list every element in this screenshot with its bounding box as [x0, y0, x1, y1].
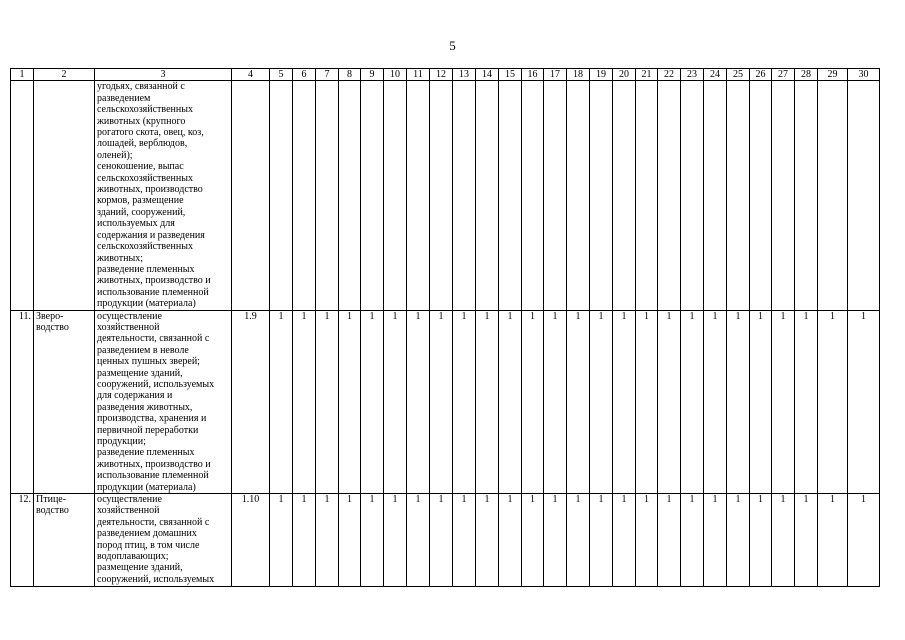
- zone-value: [316, 81, 339, 310]
- table-row: [11, 310, 880, 494]
- column-header: 7: [316, 69, 339, 81]
- zone-value: 1: [384, 310, 407, 494]
- zone-value: 1: [727, 494, 750, 587]
- description-line: животных (крупного: [97, 115, 186, 127]
- zone-value: [361, 81, 384, 310]
- table-row: [11, 81, 880, 310]
- description-line: сооружений, используемых: [97, 378, 215, 390]
- column-header: 9: [361, 69, 384, 81]
- zone-value: 1: [407, 494, 430, 587]
- activity-name-line: [36, 81, 92, 92]
- column-header: 27: [772, 69, 795, 81]
- zone-value: 1: [476, 494, 499, 587]
- zone-value: [795, 81, 818, 310]
- zone-value: 1: [704, 494, 727, 587]
- zone-value: 1: [727, 310, 750, 494]
- zone-value: 1: [316, 310, 339, 494]
- column-header: 26: [750, 69, 772, 81]
- zone-value: 1: [453, 310, 476, 494]
- description-line: содержания и разведения: [97, 229, 205, 241]
- description-line: продукции (материала): [97, 298, 196, 310]
- description-line: производства, хранения и: [97, 413, 207, 425]
- zone-value: 1: [430, 310, 453, 494]
- description-line: продукции (материала): [97, 481, 196, 493]
- description-line: животных, производство и: [97, 275, 211, 287]
- description-line: лошадей, верблюдов,: [97, 138, 188, 150]
- column-header: 19: [590, 69, 613, 81]
- column-header: 8: [339, 69, 361, 81]
- description-line: животных;: [97, 252, 144, 264]
- zone-value: 1: [848, 494, 880, 587]
- zone-value: [384, 81, 407, 310]
- activity-name-line: Зверо-: [36, 310, 64, 322]
- column-header: 17: [544, 69, 567, 81]
- activity-name-line: [36, 93, 92, 104]
- description-line: сельскохозяйственных: [97, 172, 193, 184]
- zone-value: [499, 81, 522, 310]
- column-header: 5: [270, 69, 293, 81]
- description-line: животных, производство и: [97, 458, 211, 470]
- activity-code: 1.9: [232, 310, 270, 494]
- description-line: ценных пушных зверей;: [97, 356, 200, 368]
- zone-value: [658, 81, 681, 310]
- row-number: 11.: [11, 310, 34, 494]
- zone-value: 1: [453, 494, 476, 587]
- description-line: размещение зданий,: [97, 562, 183, 574]
- description-line: деятельности, связанной с: [97, 516, 210, 528]
- zone-value: [772, 81, 795, 310]
- description-line: рогатого скота, овец, коз,: [97, 127, 204, 139]
- description-line: разведением в неволе: [97, 344, 189, 356]
- zone-value: [430, 81, 453, 310]
- zone-value: 1: [795, 494, 818, 587]
- activity-code: 1.10: [232, 494, 270, 587]
- description-line: используемых для: [97, 218, 175, 230]
- column-header: 22: [658, 69, 681, 81]
- zone-value: 1: [658, 310, 681, 494]
- zone-value: 1: [316, 494, 339, 587]
- column-header: 12: [430, 69, 453, 81]
- zone-value: 1: [613, 494, 636, 587]
- zone-value: [339, 81, 361, 310]
- zone-value: 1: [750, 494, 772, 587]
- activity-description: [95, 494, 232, 587]
- description-line: кормов, размещение: [97, 195, 184, 207]
- description-line: использование племенной: [97, 286, 209, 298]
- zone-value: 1: [613, 310, 636, 494]
- zone-value: [613, 81, 636, 310]
- description-line: оленей);: [97, 149, 133, 161]
- zone-value: 1: [590, 310, 613, 494]
- zone-value: 1: [339, 310, 361, 494]
- zone-value: [590, 81, 613, 310]
- description-line: хозяйственной: [97, 505, 160, 517]
- zone-value: [681, 81, 704, 310]
- zone-value: 1: [818, 494, 848, 587]
- activity-name: [34, 494, 95, 587]
- zone-value: 1: [522, 310, 544, 494]
- zone-value: 1: [361, 494, 384, 587]
- zone-value: [848, 81, 880, 310]
- description-line: разведением: [97, 92, 151, 104]
- column-header: 20: [613, 69, 636, 81]
- activity-description: [95, 81, 232, 310]
- description-line: сельскохозяйственных: [97, 104, 193, 116]
- column-header: 29: [818, 69, 848, 81]
- zone-value: 1: [499, 494, 522, 587]
- zone-value: 1: [293, 494, 316, 587]
- zone-value: [727, 81, 750, 310]
- description-line: сенокошение, выпас: [97, 161, 184, 173]
- description-line: первичной переработки: [97, 424, 199, 436]
- zone-value: [453, 81, 476, 310]
- column-header: 6: [293, 69, 316, 81]
- description-line: животных, производство: [97, 184, 203, 196]
- zone-value: 1: [636, 494, 658, 587]
- description-line: размещение зданий,: [97, 367, 183, 379]
- zone-value: [293, 81, 316, 310]
- zone-value: 1: [270, 310, 293, 494]
- zone-value: 1: [544, 494, 567, 587]
- zone-value: 1: [293, 310, 316, 494]
- zone-value: 1: [658, 494, 681, 587]
- zone-value: 1: [430, 494, 453, 587]
- column-header: 28: [795, 69, 818, 81]
- zone-value: [270, 81, 293, 310]
- zone-value: 1: [750, 310, 772, 494]
- zone-value: [476, 81, 499, 310]
- description-line: сооружений, используемых: [97, 573, 215, 585]
- description-line: разведением домашних: [97, 528, 197, 540]
- row-number: 12.: [11, 494, 34, 587]
- zone-value: [522, 81, 544, 310]
- zone-value: 1: [544, 310, 567, 494]
- column-header: 4: [232, 69, 270, 81]
- zone-value: 1: [567, 310, 590, 494]
- description-line: осуществление: [97, 494, 162, 506]
- row-number: [11, 81, 34, 310]
- description-line: деятельности, связанной с: [97, 333, 210, 345]
- zone-value: 1: [772, 494, 795, 587]
- column-header: 16: [522, 69, 544, 81]
- description-line: продукции;: [97, 436, 146, 447]
- description-line: разведение племенных: [97, 263, 195, 275]
- column-header: 15: [499, 69, 522, 81]
- column-header: 30: [848, 69, 880, 81]
- description-line: разведение племенных: [97, 447, 195, 459]
- activity-description: [95, 310, 232, 494]
- activity-name: [34, 81, 95, 310]
- column-header: 11: [407, 69, 430, 81]
- zone-value: 1: [636, 310, 658, 494]
- activity-name-line: Птице-: [36, 494, 67, 506]
- description-line: зданий, сооружений,: [97, 206, 186, 218]
- column-header: 24: [704, 69, 727, 81]
- zone-value: 1: [270, 494, 293, 587]
- description-line: угодьях, связанной с: [97, 81, 185, 93]
- zone-value: [407, 81, 430, 310]
- column-header: 18: [567, 69, 590, 81]
- description-line: хозяйственной: [97, 321, 160, 333]
- zone-value: 1: [407, 310, 430, 494]
- column-header: 14: [476, 69, 499, 81]
- zone-value: [567, 81, 590, 310]
- description-line: разведения животных,: [97, 401, 193, 413]
- table-row: [11, 494, 880, 587]
- description-line: использование племенной: [97, 470, 209, 482]
- zone-value: 1: [476, 310, 499, 494]
- zone-value: 1: [818, 310, 848, 494]
- description-line: водоплавающих;: [97, 551, 169, 563]
- zone-value: 1: [704, 310, 727, 494]
- description-line: для содержания и: [97, 390, 173, 402]
- activity-name-line: водство: [36, 505, 69, 517]
- column-header: 25: [727, 69, 750, 81]
- zone-value: [750, 81, 772, 310]
- zone-value: 1: [681, 494, 704, 587]
- zone-value: [818, 81, 848, 310]
- zone-value: 1: [361, 310, 384, 494]
- zone-value: 1: [681, 310, 704, 494]
- zone-value: 1: [795, 310, 818, 494]
- page-number: 5: [449, 38, 456, 53]
- column-header: 10: [384, 69, 407, 81]
- zoning-table: [10, 68, 880, 587]
- header-row: [11, 69, 880, 81]
- zone-value: [636, 81, 658, 310]
- description-line: сельскохозяйственных: [97, 241, 193, 253]
- zone-value: [544, 81, 567, 310]
- zone-value: 1: [384, 494, 407, 587]
- column-header: 2: [34, 69, 95, 81]
- column-header: 3: [95, 69, 232, 81]
- zone-value: [704, 81, 727, 310]
- zone-value: 1: [499, 310, 522, 494]
- activity-name: [34, 310, 95, 494]
- activity-code: [232, 81, 270, 310]
- zone-value: 1: [772, 310, 795, 494]
- zone-value: 1: [590, 494, 613, 587]
- activity-name-line: водство: [36, 321, 69, 333]
- column-header: 1: [11, 69, 34, 81]
- description-line: пород птиц, в том числе: [97, 539, 200, 551]
- zone-value: 1: [339, 494, 361, 587]
- zone-value: 1: [522, 494, 544, 587]
- zone-value: 1: [567, 494, 590, 587]
- description-line: осуществление: [97, 310, 162, 322]
- column-header: 21: [636, 69, 658, 81]
- column-header: 13: [453, 69, 476, 81]
- column-header: 23: [681, 69, 704, 81]
- zone-value: 1: [848, 310, 880, 494]
